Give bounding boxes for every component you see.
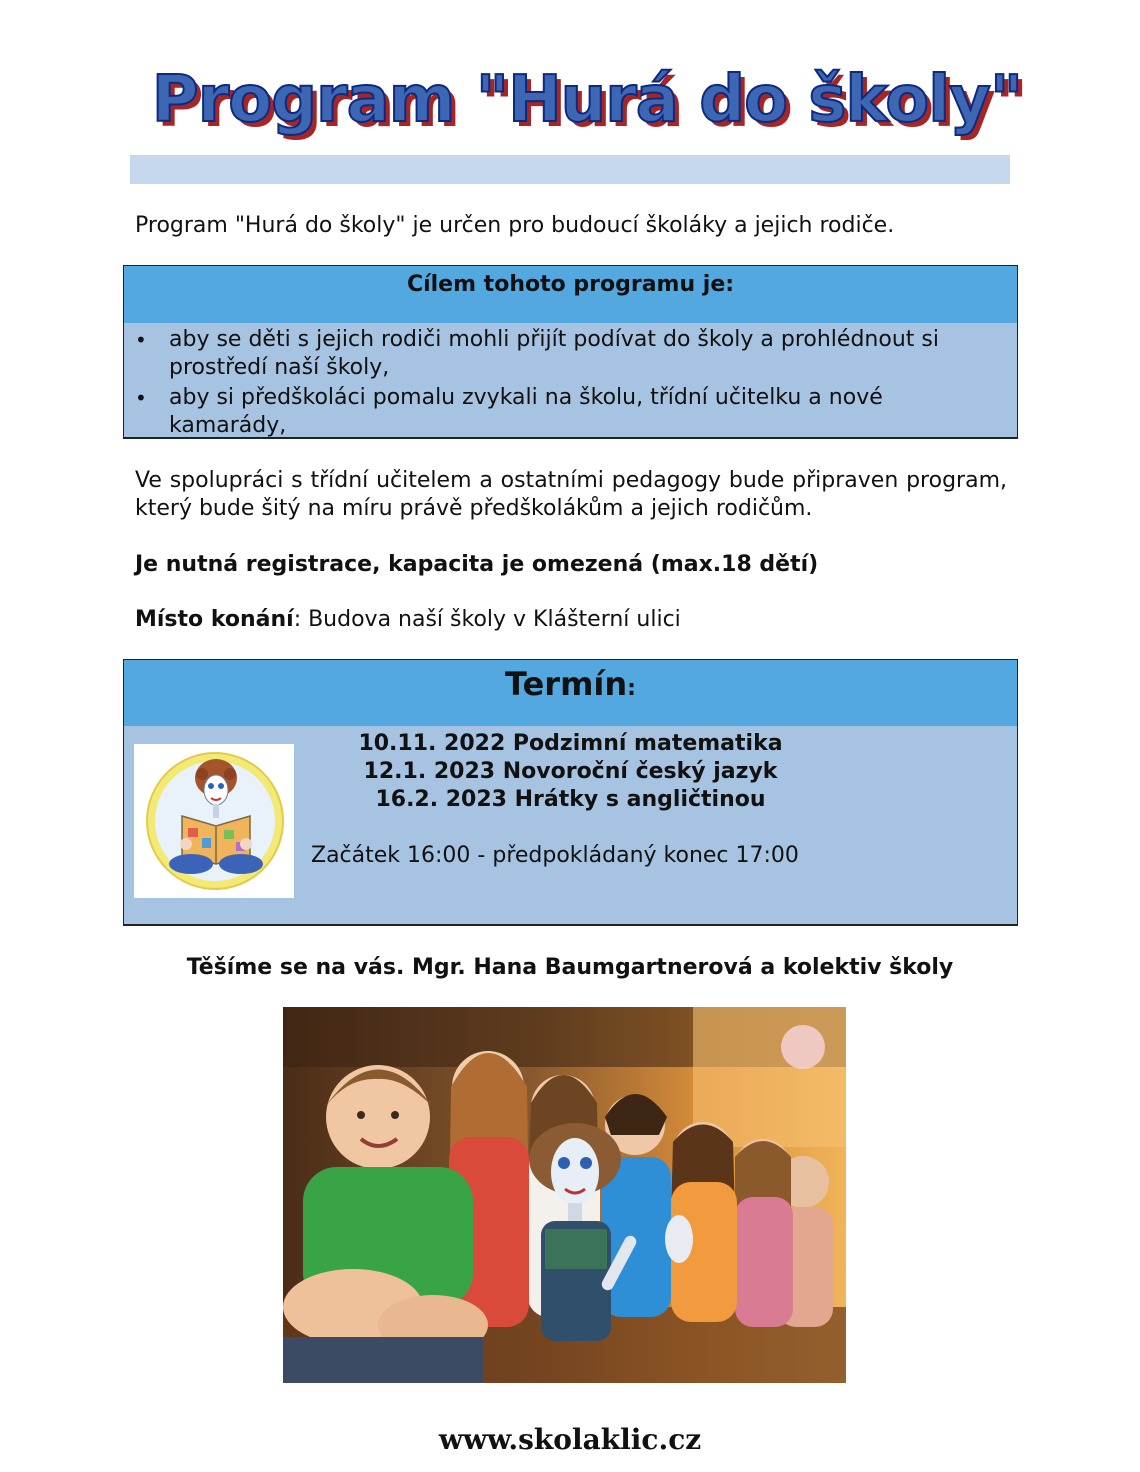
- term-box: [123, 659, 1018, 926]
- bullet-icon: •: [135, 328, 147, 352]
- children-with-puppet-photo-icon: [283, 1007, 846, 1383]
- intro-text: Program "Hurá do školy" je určen pro budoucí školáky a jejich rodiče.: [135, 213, 895, 238]
- thanks-line: Těšíme se na vás. Mgr. Hana Baumgartnerová a kolektiv školy: [186, 955, 954, 980]
- cooperation-text: Ve spolupráci s třídní učitelem a ostatními pedagogy bude připraven program, který bude šitý na míru právě předškolákům a jejich rodičům.: [135, 468, 1007, 521]
- goals-box: [123, 265, 1018, 439]
- date-item: 10.11. 2022 Podzimní matematika: [358, 731, 783, 756]
- place-label: Místo konání: [135, 607, 294, 632]
- website-url: www.skolaklic.cz: [438, 1423, 702, 1456]
- goal-text: aby se děti s jejich rodiči mohli přijít podívat do školy a prohlédnout si prostředí naší školy,: [169, 327, 939, 380]
- dates-list: [124, 730, 1017, 814]
- bullet-icon: •: [135, 386, 147, 410]
- date-item: 16.2. 2023 Hrátky s angličtinou: [375, 787, 766, 812]
- title-underline-bar: [130, 155, 1010, 184]
- list-item: [124, 326, 1017, 382]
- start-time: Začátek 16:00 - předpokládaný konec 17:00: [311, 843, 799, 868]
- goals-list: [124, 326, 1017, 440]
- date-item: 12.1. 2023 Novoroční český jazyk: [363, 759, 778, 784]
- place-line: [135, 606, 1015, 634]
- goals-heading: Cílem tohoto programu je:: [124, 266, 1017, 323]
- term-heading: [124, 660, 1017, 726]
- term-heading-colon: :: [627, 676, 636, 701]
- list-item: [124, 384, 1017, 440]
- goal-text: aby si předškoláci pomalu zvykali na školu, třídní učitelku a nové kamarády,: [169, 385, 883, 438]
- page-title: Program "Hurá do školy": [151, 63, 1023, 137]
- place-value: : Budova naší školy v Klášterní ulici: [293, 607, 681, 632]
- children-photo: [283, 1007, 846, 1383]
- term-heading-text: Termín: [505, 665, 628, 703]
- registration-note: Je nutná registrace, kapacita je omezená (max.18 dětí): [135, 552, 819, 577]
